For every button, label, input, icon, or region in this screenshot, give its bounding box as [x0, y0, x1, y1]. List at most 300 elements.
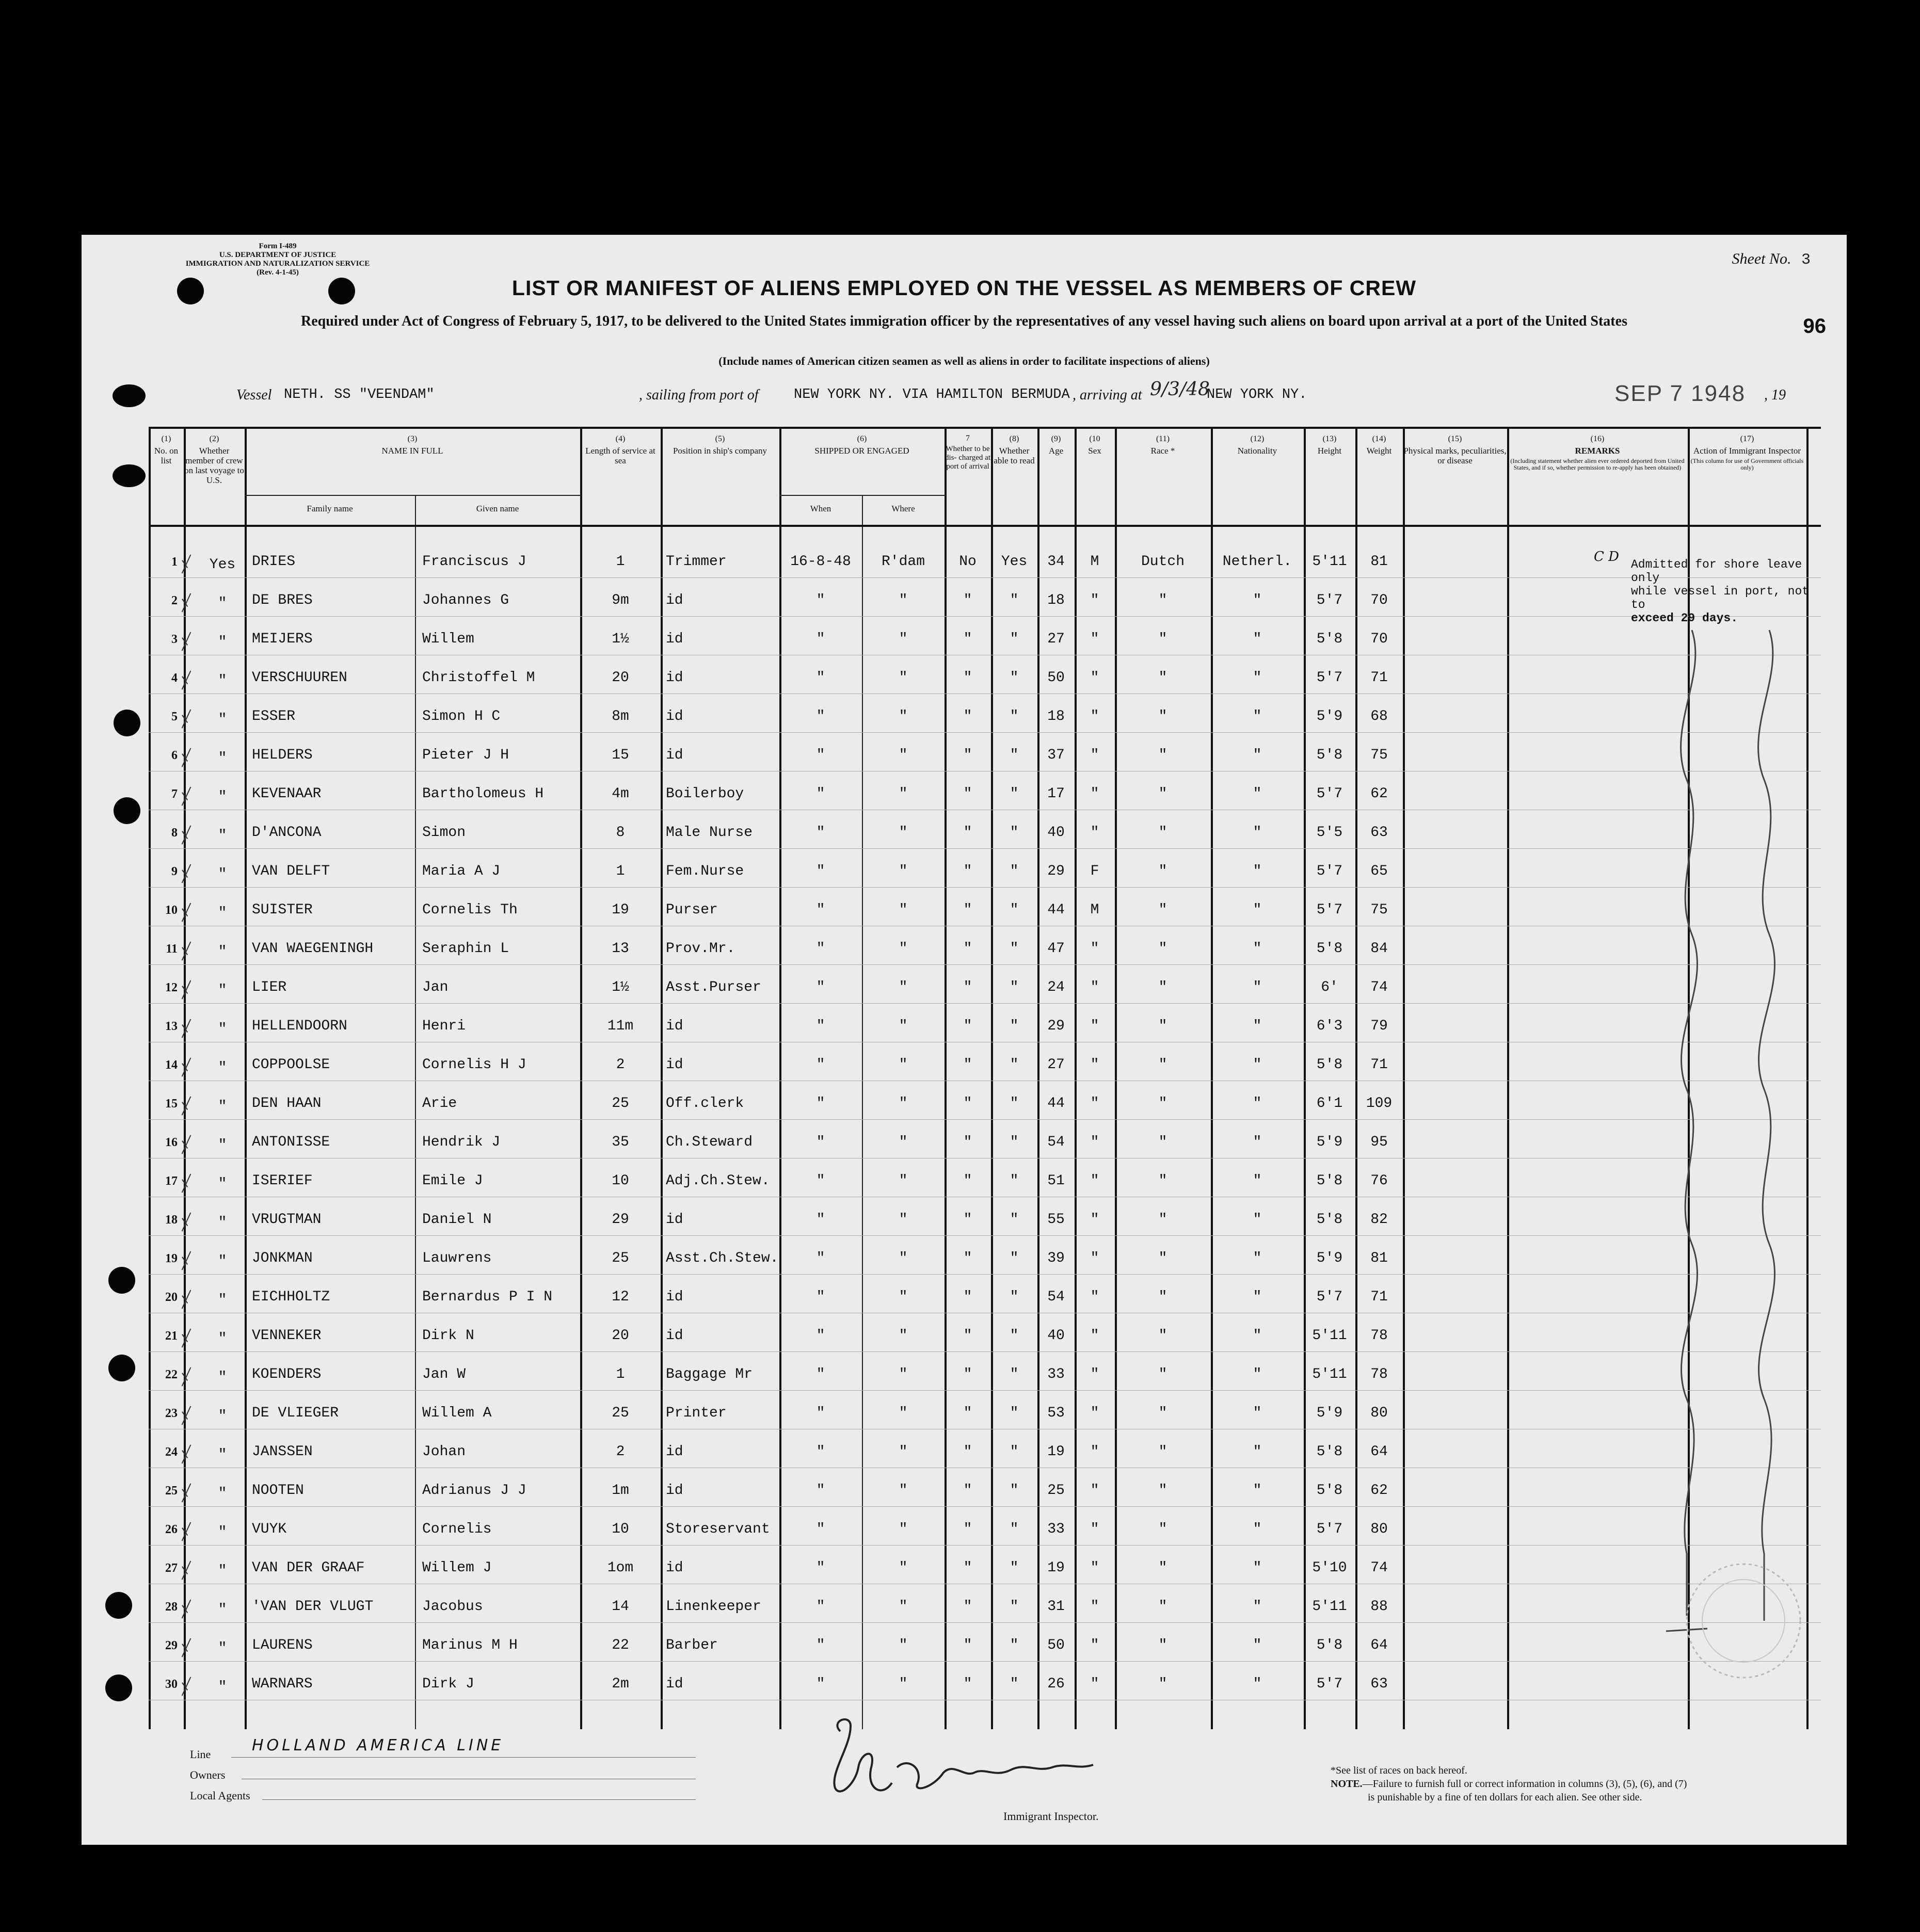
checkmark-icon — [180, 1366, 194, 1387]
checkmark-icon — [180, 786, 194, 807]
sex: M — [1090, 902, 1099, 918]
shipped-when: " — [816, 1328, 825, 1344]
sex: " — [1090, 1676, 1099, 1692]
vessel-label: Vessel — [236, 387, 272, 403]
line-underline — [231, 1757, 696, 1758]
service-length: 25 — [612, 1250, 629, 1266]
age: 50 — [1047, 670, 1065, 686]
discharge: " — [963, 1560, 972, 1576]
discharge: " — [963, 1405, 972, 1421]
discharge: " — [963, 1134, 972, 1150]
shipped-when: " — [816, 979, 825, 995]
given-name: Jan — [422, 979, 449, 995]
nationality: " — [1253, 902, 1262, 918]
weight: 64 — [1370, 1444, 1388, 1460]
row-rule — [149, 1506, 1821, 1507]
form-number: Form I-489 — [259, 242, 297, 250]
height: 5'9 — [1316, 709, 1343, 725]
row-number: 18 — [165, 1213, 178, 1227]
family-name: NOOTEN — [252, 1483, 304, 1499]
able-to-read: " — [1010, 863, 1019, 879]
race: " — [1158, 1483, 1167, 1499]
family-name: MEIJERS — [252, 631, 313, 647]
position: id — [666, 1444, 683, 1460]
shipped-where: " — [899, 1173, 908, 1189]
nationality: " — [1253, 592, 1262, 608]
family-name: D'ANCONA — [252, 825, 322, 841]
row-number: 29 — [165, 1639, 178, 1652]
service-length: 15 — [612, 747, 629, 763]
sex: " — [1090, 1560, 1099, 1576]
family-name: VAN DELFT — [252, 863, 330, 879]
given-name: Jan W — [422, 1366, 466, 1382]
last-voyage: " — [218, 1099, 227, 1115]
nationality: " — [1253, 1637, 1262, 1653]
race: " — [1158, 1366, 1167, 1382]
sex: " — [1090, 1250, 1099, 1266]
vessel-name: NETH. SS "VEENDAM" — [284, 387, 435, 403]
age: 18 — [1047, 709, 1065, 725]
sex: " — [1090, 1289, 1099, 1305]
checkmark-icon — [180, 979, 194, 1000]
shipped-when: " — [816, 1599, 825, 1615]
checkmark-icon — [180, 709, 194, 729]
height: 5'10 — [1312, 1560, 1347, 1576]
sex: " — [1090, 1057, 1099, 1073]
race: " — [1158, 1676, 1167, 1692]
nationality: " — [1253, 631, 1262, 647]
family-name: VAN WAEGENINGH — [252, 941, 374, 957]
row-number: 8 — [171, 826, 178, 840]
race: " — [1158, 631, 1167, 647]
shipped-when: " — [816, 786, 825, 802]
checkmark-icon — [180, 825, 194, 845]
weight: 81 — [1370, 1250, 1388, 1266]
column-divider — [245, 429, 247, 1729]
fine-note: NOTE.—Failure to furnish full or correct information in columns (3), (5), (6), and (7) — [1331, 1778, 1687, 1790]
checkmark-icon — [180, 1096, 194, 1116]
family-name: VERSCHUUREN — [252, 670, 347, 686]
line-label: Line — [190, 1748, 211, 1761]
position: id — [666, 631, 683, 647]
age: 27 — [1047, 631, 1065, 647]
last-voyage: " — [218, 1331, 227, 1347]
row-number: 15 — [165, 1097, 178, 1110]
sex: " — [1090, 1018, 1099, 1034]
given-name: Franciscus J — [422, 554, 526, 570]
age: 27 — [1047, 1057, 1065, 1073]
checkmark-icon — [180, 1018, 194, 1039]
able-to-read: " — [1010, 825, 1019, 841]
given-name: Simon — [422, 825, 466, 841]
header-when: When — [810, 504, 831, 513]
shipped-where: " — [899, 1018, 908, 1034]
race: " — [1158, 1444, 1167, 1460]
shipped-where: " — [899, 786, 908, 802]
height: 5'8 — [1316, 1444, 1343, 1460]
service-length: 10 — [612, 1173, 629, 1189]
given-name: Emile J — [422, 1173, 483, 1189]
race: " — [1158, 1250, 1167, 1266]
family-name: ANTONISSE — [252, 1134, 330, 1150]
height: 5'11 — [1312, 1599, 1347, 1615]
header-divider — [149, 525, 1821, 527]
discharge: " — [963, 1096, 972, 1112]
agents-label: Local Agents — [190, 1789, 250, 1802]
age: 50 — [1047, 1637, 1065, 1653]
age: 25 — [1047, 1483, 1065, 1499]
shipped-where: " — [899, 1521, 908, 1537]
weight: 62 — [1370, 1483, 1388, 1499]
checkmark-icon — [180, 554, 194, 574]
shipped-when: " — [816, 863, 825, 879]
shipped-when: " — [816, 670, 825, 686]
shipped-where: " — [899, 670, 908, 686]
shipped-when: " — [816, 1096, 825, 1112]
discharge: " — [963, 786, 972, 802]
given-name: Willem J — [422, 1560, 492, 1576]
given-name: Marinus M H — [422, 1637, 518, 1653]
shipped-when: " — [816, 902, 825, 918]
shipped-where: " — [899, 1134, 908, 1150]
row-number: 20 — [165, 1291, 178, 1304]
family-name: ESSER — [252, 709, 296, 725]
inspector-label: Immigrant Inspector. — [1003, 1810, 1099, 1823]
given-name: Arie — [422, 1096, 457, 1112]
department: U.S. DEPARTMENT OF JUSTICE — [219, 251, 337, 259]
last-voyage: " — [218, 1563, 227, 1579]
age: 31 — [1047, 1599, 1065, 1615]
service-length: 1m — [612, 1483, 629, 1499]
given-name: Maria A J — [422, 863, 501, 879]
service-length: 10 — [612, 1521, 629, 1537]
discharge: " — [963, 1328, 972, 1344]
shipped-where: " — [899, 902, 908, 918]
row-rule — [149, 887, 1821, 888]
checkmark-icon — [180, 631, 194, 652]
weight: 64 — [1370, 1637, 1388, 1653]
family-name: KOENDERS — [252, 1366, 322, 1382]
row-number: 24 — [165, 1445, 178, 1459]
shipped-when: " — [816, 1173, 825, 1189]
shipped-where: " — [899, 631, 908, 647]
arriving-label: , arriving at — [1073, 387, 1142, 403]
race: " — [1158, 902, 1167, 918]
discharge: " — [963, 941, 972, 957]
row-number: 9 — [171, 865, 178, 878]
nationality: " — [1253, 863, 1262, 879]
able-to-read: " — [1010, 1134, 1019, 1150]
position: Adj.Ch.Stew. — [666, 1173, 770, 1189]
weight: 68 — [1370, 709, 1388, 725]
given-name: Bernardus P I N — [422, 1289, 553, 1305]
sex: " — [1090, 1134, 1099, 1150]
race: " — [1158, 670, 1167, 686]
checkmark-icon — [180, 1289, 194, 1310]
sex: " — [1090, 670, 1099, 686]
nationality: " — [1253, 1405, 1262, 1421]
height: 5'8 — [1316, 1057, 1343, 1073]
nationality: " — [1253, 670, 1262, 686]
position: id — [666, 709, 683, 725]
race: " — [1158, 1560, 1167, 1576]
header-discharge: 7 Whether to be dis- charged at port of arrival — [945, 434, 991, 471]
age: 53 — [1047, 1405, 1065, 1421]
checkmark-icon — [180, 1637, 194, 1658]
column-divider — [1403, 429, 1405, 1729]
height: 5'11 — [1312, 1328, 1347, 1344]
nationality: " — [1253, 1560, 1262, 1576]
nationality: " — [1253, 1134, 1262, 1150]
weight: 78 — [1370, 1366, 1388, 1382]
family-name: VRUGTMAN — [252, 1212, 322, 1228]
agents-underline — [262, 1799, 696, 1800]
nationality: " — [1253, 1521, 1262, 1537]
weight: 62 — [1370, 786, 1388, 802]
header-last-voyage: (2) Whether member of crew on last voyage to U.S. — [184, 434, 244, 485]
age: 19 — [1047, 1560, 1065, 1576]
family-name: DE BRES — [252, 592, 313, 608]
sex: " — [1090, 747, 1099, 763]
shipped-where: " — [899, 1366, 908, 1382]
able-to-read: " — [1010, 1057, 1019, 1073]
service-length: 22 — [612, 1637, 629, 1653]
row-rule — [149, 1274, 1821, 1275]
row-number: 21 — [165, 1329, 178, 1343]
last-voyage: " — [218, 595, 227, 611]
age: 37 — [1047, 747, 1065, 763]
row-number: 16 — [165, 1136, 178, 1149]
last-voyage: " — [218, 1640, 227, 1656]
sex: " — [1090, 979, 1099, 995]
checkmark-icon — [180, 1057, 194, 1077]
nationality: " — [1253, 1173, 1262, 1189]
service-length: 13 — [612, 941, 629, 957]
last-voyage: " — [218, 1176, 227, 1192]
nationality: " — [1253, 1096, 1262, 1112]
nationality: " — [1253, 1250, 1262, 1266]
shipped-when: " — [816, 1483, 825, 1499]
nationality: " — [1253, 1676, 1262, 1692]
shipped-when: " — [816, 1057, 825, 1073]
discharge: " — [963, 1018, 972, 1034]
last-voyage: " — [218, 905, 227, 921]
weight: 71 — [1370, 670, 1388, 686]
service-length: 11m — [607, 1018, 634, 1034]
service-length: 1 — [616, 1366, 625, 1382]
discharge: " — [963, 1289, 972, 1305]
column-divider — [415, 495, 416, 1729]
service-length: 2m — [612, 1676, 629, 1692]
able-to-read: " — [1010, 1637, 1019, 1653]
weight: 70 — [1370, 592, 1388, 608]
column-divider — [1507, 429, 1509, 1729]
checkmark-icon — [180, 1212, 194, 1232]
punch-hole — [114, 797, 140, 824]
row-rule — [149, 1390, 1821, 1391]
discharge: " — [963, 1173, 972, 1189]
service-length: 1 — [616, 554, 625, 570]
last-voyage: " — [218, 828, 227, 844]
header-remarks: (16) REMARKS (Including statement whether alien ever ordered deported from United States, and if so, whether permission to re-apply has been obtained) — [1510, 434, 1685, 471]
position: Fem.Nurse — [666, 863, 744, 879]
race: " — [1158, 1057, 1167, 1073]
header-given-name: Given name — [476, 504, 519, 513]
line-value: HOLLAND AMERICA LINE — [252, 1736, 504, 1754]
service-length: 2 — [616, 1444, 625, 1460]
weight: 78 — [1370, 1328, 1388, 1344]
checkmark-icon — [180, 902, 194, 923]
race: " — [1158, 825, 1167, 841]
nationality: " — [1253, 747, 1262, 763]
last-voyage: " — [218, 866, 227, 882]
age: 19 — [1047, 1444, 1065, 1460]
shipped-where: " — [899, 1676, 908, 1692]
shipped-when: " — [816, 1366, 825, 1382]
able-to-read: " — [1010, 941, 1019, 957]
sex: " — [1090, 631, 1099, 647]
last-voyage: " — [218, 983, 227, 999]
height: 5'8 — [1316, 1483, 1343, 1499]
weight: 75 — [1370, 902, 1388, 918]
last-voyage: " — [218, 673, 227, 689]
service-length: 1½ — [612, 631, 629, 647]
discharge: " — [963, 1366, 972, 1382]
age: 34 — [1047, 554, 1065, 570]
age: 40 — [1047, 825, 1065, 841]
header-name: (3) NAME IN FULL — [381, 434, 443, 456]
service-length: 2 — [616, 1057, 625, 1073]
race: Dutch — [1141, 554, 1185, 570]
sex: " — [1090, 592, 1099, 608]
row-rule — [149, 1661, 1821, 1662]
shipped-where: " — [899, 1096, 908, 1112]
weight: 70 — [1370, 631, 1388, 647]
vessel-line — [236, 379, 1816, 410]
able-to-read: " — [1010, 1250, 1019, 1266]
position: Prov.Mr. — [666, 941, 735, 957]
position: id — [666, 1483, 683, 1499]
shipped-when: " — [816, 1405, 825, 1421]
position: Ch.Steward — [666, 1134, 753, 1150]
family-name: COPPOOLSE — [252, 1057, 330, 1073]
race: " — [1158, 1173, 1167, 1189]
position: id — [666, 592, 683, 608]
shipped-where: " — [899, 1444, 908, 1460]
age: 55 — [1047, 1212, 1065, 1228]
last-voyage: Yes — [209, 557, 236, 573]
position: Trimmer — [666, 554, 727, 570]
discharge: " — [963, 747, 972, 763]
sex: " — [1090, 1405, 1099, 1421]
row-number: 23 — [165, 1407, 178, 1420]
age: 29 — [1047, 863, 1065, 879]
age: 17 — [1047, 786, 1065, 802]
shipped-where: " — [899, 1483, 908, 1499]
nationality: Netherl. — [1222, 554, 1292, 570]
age: 24 — [1047, 979, 1065, 995]
weight: 75 — [1370, 747, 1388, 763]
checkmark-icon — [180, 670, 194, 690]
shipped-when: " — [816, 747, 825, 763]
shipped-where: " — [899, 825, 908, 841]
height: 5'7 — [1316, 1521, 1343, 1537]
able-to-read: " — [1010, 1289, 1019, 1305]
sex: " — [1090, 1483, 1099, 1499]
race: " — [1158, 1405, 1167, 1421]
family-name: VAN DER GRAAF — [252, 1560, 365, 1576]
height: 5'8 — [1316, 747, 1343, 763]
height: 5'8 — [1316, 941, 1343, 957]
service-length: 19 — [612, 902, 629, 918]
crew-table — [149, 427, 1821, 1729]
service-length: 20 — [612, 670, 629, 686]
checkmark-icon — [180, 592, 194, 613]
page-subtitle: Required under Act of Congress of February 5, 1917, to be delivered to the United States immigration officer by the representatives of any vessel having such aliens on board upon arrival at a port of the United States — [301, 313, 1627, 329]
weight: 82 — [1370, 1212, 1388, 1228]
row-number: 1 — [171, 555, 178, 569]
last-voyage: " — [218, 1524, 227, 1540]
shipped-when: " — [816, 1444, 825, 1460]
punch-hole — [114, 710, 140, 736]
position: Printer — [666, 1405, 727, 1421]
service-length: 1om — [607, 1560, 634, 1576]
position: id — [666, 1057, 683, 1073]
header-height: (13) Height — [1317, 434, 1342, 456]
row-number: 6 — [171, 749, 178, 762]
header-position: (5) Position in ship's company — [673, 434, 767, 456]
sheet-label: Sheet No. — [1732, 250, 1791, 267]
sheet-number — [1732, 250, 1811, 269]
weight: 71 — [1370, 1057, 1388, 1073]
sex: " — [1090, 941, 1099, 957]
able-to-read: " — [1010, 709, 1019, 725]
nationality: " — [1253, 1444, 1262, 1460]
service-name: IMMIGRATION AND NATURALIZATION SERVICE — [185, 260, 370, 268]
able-to-read: " — [1010, 1096, 1019, 1112]
owners-label: Owners — [190, 1768, 226, 1781]
row-number: 19 — [165, 1252, 178, 1265]
able-to-read: " — [1010, 631, 1019, 647]
shipped-where: " — [899, 1405, 908, 1421]
last-voyage: " — [218, 1602, 227, 1618]
shipped-when: " — [816, 1560, 825, 1576]
header-where: Where — [891, 504, 915, 513]
header-no: (1) No. on list — [154, 434, 179, 465]
row-number: 30 — [165, 1678, 178, 1691]
nationality: " — [1253, 1212, 1262, 1228]
able-to-read: " — [1010, 1599, 1019, 1615]
discharge: " — [963, 631, 972, 647]
sex: " — [1090, 1599, 1099, 1615]
sex: F — [1090, 863, 1099, 879]
given-name: Adrianus J J — [422, 1483, 526, 1499]
able-to-read: " — [1010, 902, 1019, 918]
row-number: 11 — [166, 942, 178, 956]
shipped-when: " — [816, 1676, 825, 1692]
position: id — [666, 1289, 683, 1305]
family-name: 'VAN DER VLUGT — [252, 1599, 374, 1615]
able-to-read: " — [1010, 1483, 1019, 1499]
position: Baggage Mr — [666, 1366, 753, 1382]
shipped-where: " — [899, 1212, 908, 1228]
row-number: 7 — [171, 787, 178, 801]
row-number: 12 — [165, 981, 178, 994]
service-length: 4m — [612, 786, 629, 802]
checkmark-icon — [180, 1444, 194, 1464]
row-rule — [149, 732, 1821, 733]
height: 5'7 — [1316, 670, 1343, 686]
